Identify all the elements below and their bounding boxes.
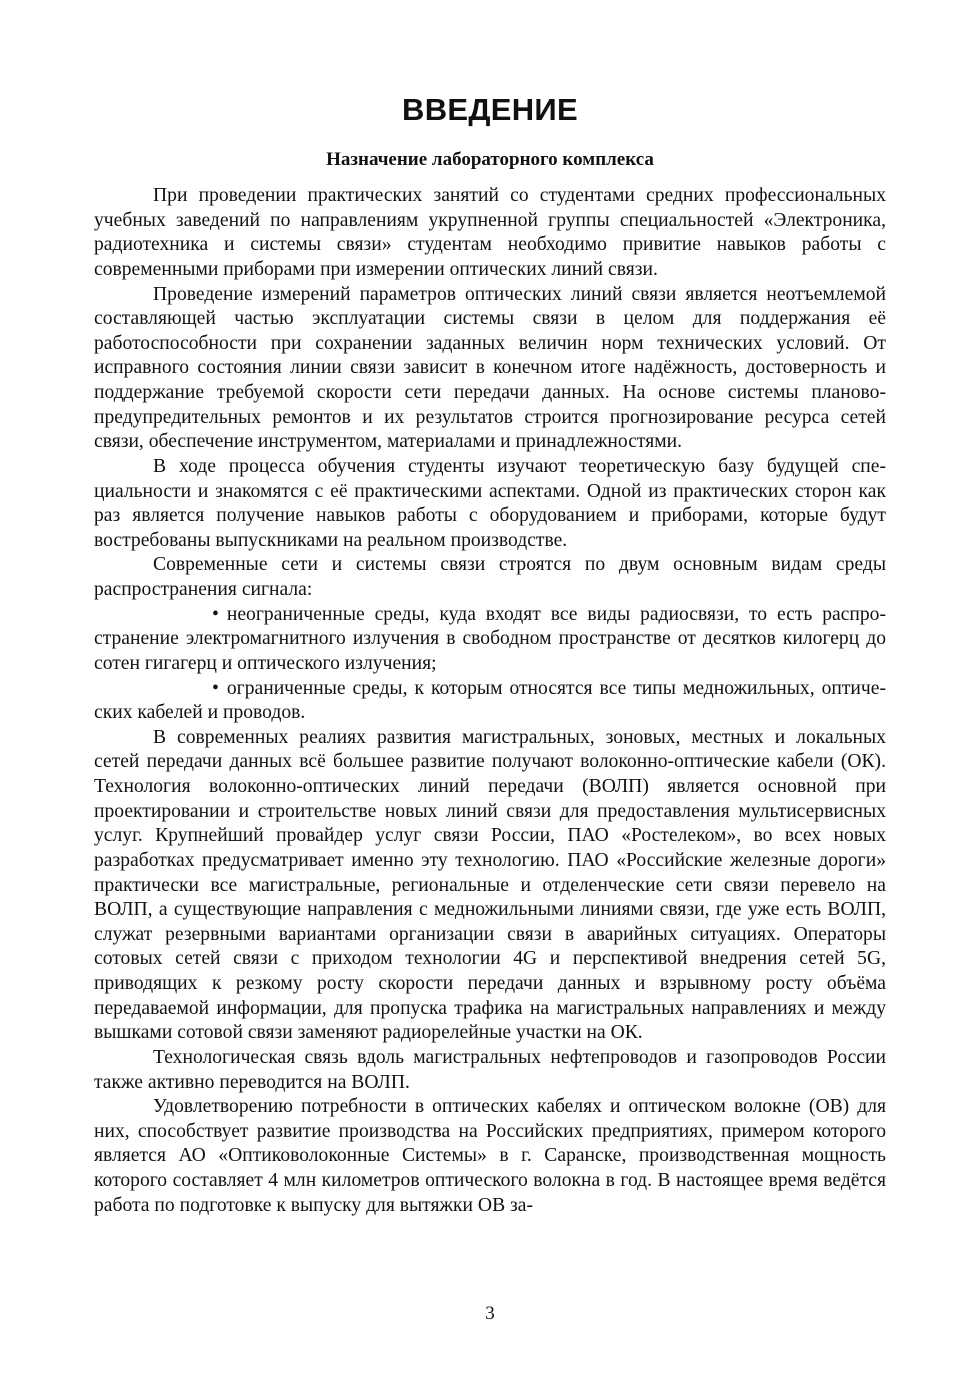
paragraph: Современные сети и системы связи строятся по двум основным видам среды распространения сигнала: [94,554,886,600]
bullet-text: неограниченные среды, куда входят все виды радиосвязи, то есть распространение электромагнитного излучения в свободном пространстве от десятков килогерц до сотен гигагерц и оптического излучения; [94,603,886,674]
bullet-marker: • [212,677,219,699]
bullet-text: ограниченные среды, к которым относятся все типы медножильных, оптических кабелей и проводов. [94,677,886,724]
body-text [94,184,886,1218]
paragraph: При проведении практических занятий со студентами средних профессиональных учебных заведений по направлениям укрупненной группы специальностей «Электроника, радиотехника и системы связи» студентам необходимо привитие навыков работы с современными приборами при измерении оптических линий связи. [94,185,886,280]
bullet-item [94,603,886,677]
bullet-marker: • [212,603,219,625]
page-number: 3 [485,1303,495,1324]
paragraph: В ходе процесса обучения студенты изучают теоретическую базу будущей специальности и знакомятся с её практическими аспектами. Одной из практических сторон как раз является получение навыков работы с оборудованием и приборами, которые будут востребованы выпускниками на реальном производстве. [94,455,886,551]
paragraph: Удовлетворению потребности в оптических кабелях и оптическом волокне (ОВ) для них, способствует развитие производства на Российских предприятиях, примером которого является АО «Оптиковолоконные Системы» в г. Саранске, производственная мощность которого составляет 4 млн километров оптического волокна в год. В настоящее время ведётся работа по подготовке к выпуску для вытяжки ОВ за- [94,1096,886,1216]
page-title: ВВЕДЕНИЕ [402,92,578,127]
paragraph: Технологическая связь вдоль магистральных нефтепроводов и газопроводов России также активно переводится на ВОЛП. [94,1046,886,1093]
section-subtitle: Назначение лабораторного комплекса [326,149,654,170]
paragraph: Проведение измерений параметров оптических линий связи является неотъемлемой составляющей частью эксплуатации системы связи в целом для поддержания её работоспособности при сохранении заданных величин норм технических условий. От исправного состояния линии связи зависит в конечном итоге надёжность, достоверность и поддержание требуемой скорости сети передачи данных. На основе системы планово-предупредительных ремонтов и их результатов строится прогнозирование ресурса сетей связи, обеспечение инструментом, материалами и принадлежностями. [94,283,886,453]
paragraph: В современных реалиях развития магистральных, зоновых, местных и локальных сетей передачи данных всё большее развитие получают волоконно-оптические кабели (ОК). Технология волоконно-оптических линий передачи (ВОЛП) является основной при проектировании и строительстве новых линий связи для предоставления мультисервисных услуг. Крупнейший провайдер услуг связи России, ПАО «Ростелеком», во всех новых разработках предусматривает именно эту технологию. ПАО «Российские железные дороги» практически все магистральные, региональные и отделенческие сети связи перевело на ВОЛП, а существующие направления с медножильными линиями связи, где уже есть ВОЛП, служат резервными вариантами организации связи в аварийных ситуациях. Операторы сотовых сетей связи с приходом технологии 4G и перспективой внедрения сетей 5G, приводящих к резкому росту скорости передачи данных и взрывному росту объёма передаваемой информации, для пропуска трафика на магистральных направлениях и между вышками сотовой связи заменяют радиорелейные участки на ОК. [94,726,886,1044]
bullet-item [94,677,886,726]
